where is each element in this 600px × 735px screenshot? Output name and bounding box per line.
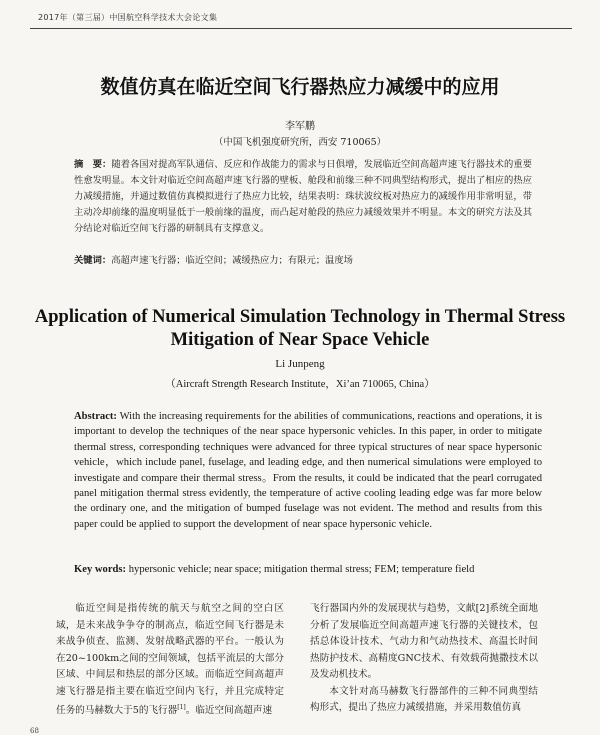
keywords-english-label: Key words: <box>74 564 127 575</box>
body-paragraph: 飞行器国内外的发展现状与趋势，文献[2]系统全面地分析了发展临近空间高超声速飞行器的关键技术，包括总体设计技术、气动力和气动热技术、高温长时间热防护技术、高精度GNC技术、有效载荷抛撒技术以及发动机技术。 <box>310 603 538 680</box>
affiliation-chinese: （中国飞机强度研究所，西安 710065） <box>213 137 387 148</box>
header-rule <box>30 28 572 29</box>
citation-ref[interactable]: [1] <box>177 704 186 711</box>
running-head: 2017年（第三届）中国航空科学技术大会论文集 <box>38 13 218 22</box>
abstract-chinese-text: 随着各国对提高军队通信、反应和作战能力的需求与日俱增，发展临近空间高超声速飞行器技术的重要性愈发明显。本文针对临近空间高超声速飞行器的壁板、舱段和前缘三种不同典型结构形式，提出了相应的热应力减缓措施，并通过数值仿真模拟进行了热应力比较，结果表明：珠状波纹板对热应力的减缓作用非常明显，带主动冷却前缘的温度明显低于一般前缘的温度，而凸起对舱段的热应力减缓效果并不明显。本文的研究方法及其分结论对临近空间飞行器的研制具有支撑意义。 <box>74 159 532 234</box>
keywords-chinese <box>74 253 532 269</box>
title-english-line1: Application of Numerical Simulation Technology in Thermal Stress <box>34 307 566 327</box>
body-column-right <box>310 601 538 717</box>
abstract-chinese <box>74 157 532 237</box>
body-paragraph: 本文针对高马赫数飞行器部件的三种不同典型结构形式，提出了热应力减缓措施，并采用数值仿真 <box>310 685 538 713</box>
keywords-chinese-text: 高超声速飞行器；临近空间；减缓热应力；有限元；温度场 <box>111 255 353 266</box>
affiliation-english: （Aircraft Strength Research Institute，Xi’an 710065, China） <box>165 379 435 390</box>
abstract-chinese-label: 摘 要： <box>74 159 112 170</box>
abstract-english-text: With the increasing requirements for the abilities of communications, reactions and operations, it is important to develop the techniques of the near space hypersonic vehicles. In this paper, in order to mitigate thermal stress, corresponding techniques were advanced for three typical structures of near space hypersonic vehicle，which include panel, fuselage, and leading edge, and then numerical simulations were employed to investigate and compare their thermal stress。From the results, it could be indicated that the pearl corrugated panel mitigation thermal stress evidently, the temperature of active cooling leading edge was far more below the ordinary one, and the mitigation of bumped fuselage was not evident. The method and results from this paper could be applied to support the development of near space hypersonic vehicle. <box>74 411 542 530</box>
title-chinese: 数值仿真在临近空间飞行器热应力减缓中的应用 <box>100 76 500 98</box>
keywords-english <box>74 562 542 577</box>
page-number: 68 <box>30 727 39 735</box>
body-paragraph: 临近空间是指传统的航天与航空之间的空白区域，是未来战争争夺的制高点，临近空间飞行器是未来战争侦查、监测、发射战略武器的平台。一般认为在20~100km之间的空间领域，包括平流层的大部分区域、中间层和热层的部分区域。而临近空间高超声速飞行器是指主要在临近空间内飞行，并且完成特定任务的马赫数大于5的飞行器[1]。临近空间高超声速 <box>56 603 284 717</box>
title-english-line2: Mitigation of Near Space Vehicle <box>170 330 430 350</box>
author-english: Li Junpeng <box>275 358 325 370</box>
title-english <box>0 306 600 352</box>
body-column-left <box>56 601 284 720</box>
abstract-english <box>74 409 542 532</box>
keywords-chinese-label: 关键词： <box>74 255 112 266</box>
keywords-english-text: hypersonic vehicle; near space; mitigation thermal stress; FEM; temperature field <box>128 564 475 575</box>
abstract-english-label: Abstract: <box>74 411 117 422</box>
author-chinese: 李军鹏 <box>285 121 315 132</box>
